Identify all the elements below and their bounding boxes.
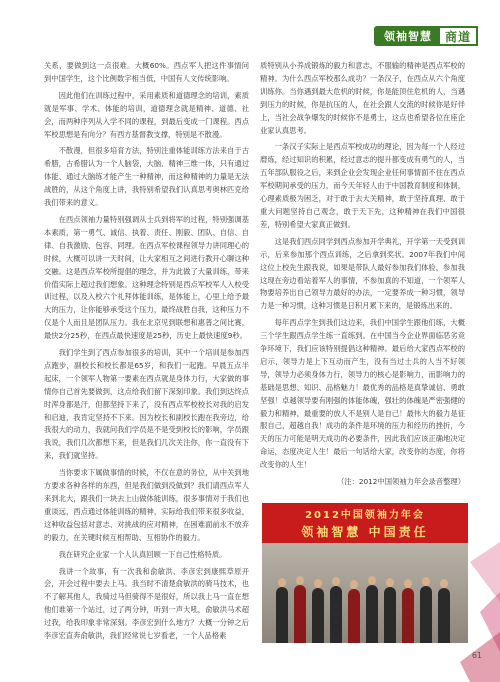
person-figure bbox=[276, 587, 288, 643]
source-note: （注：2012中国领袖力年会录音整理） bbox=[336, 477, 465, 487]
column-name-label: 领袖智慧 bbox=[374, 26, 438, 46]
article-paragraph: 因此他们在训练过程中，采用素质和道德理念的培训，素质就是军事、学术、体能的培训，道德理念就是精神、道德、社会，而两种序列从入学不同的课程，到最后变成一门课程。西点军校思想是有向分？有西方基督教支撑，特别是不散漫。 bbox=[44, 90, 249, 139]
article-paragraph: 当你要求下属做事情的时候，不仅在意的务位，从中关到地方要求各种各样的东西，但是我们做到没做到？我们请西点军人来到北大，跟我们一块去上山做体能训练，很多事情对于我们也重谈远，西点通过体能训练的精神，实际给我们带来很多收益，这种收益包括对意志、对挑战的应对精神，在困难面前永不放弃的毅力，在关键时候互相帮助、互相协作的毅力。 bbox=[44, 468, 249, 542]
article-paragraph: 我讲一个故事，有一次我和俞敏洪、李彦宏到康熙草原开会，开会过程中要去上马。我当时不清楚俞敏洪的骑马技术，也不了解其他人，我骑过马但骑得不是很好，所以我上马一直在想他们谁第一个站过，过了两分钟，听到一声大吼，俞敏洪马术超过我，给我印象非常深刻。李彦宏到什么地方？大概一分钟之后李彦宏直奔俞敏洪，我们经常说七岁看老，一个人品格素 bbox=[44, 566, 249, 641]
person-figure bbox=[366, 585, 378, 643]
section-name-label: 商道 bbox=[438, 26, 478, 46]
event-banner bbox=[262, 503, 468, 543]
person-figure bbox=[312, 588, 324, 643]
page-number: 61 bbox=[471, 651, 482, 660]
person-figure bbox=[294, 585, 306, 643]
event-banner-title: 2012中国领袖力年会 bbox=[305, 510, 425, 521]
article-paragraph: 不散漫，但很多培育方法，特别注重体能训练方法来自于古希腊，古希腊认为一个人脑袋，大脑、精神三维一体，只有通过体能、通过大脑练才能产生一种精神，而这种精神的力量是无法战胜的，从这个角度上讲，我特别希望我们认真思考奥林匹克给我们带来的意义。 bbox=[44, 146, 249, 208]
article-paragraph: 这是我们西点同学到西点参加开学典礼，开学第一天受到训示，后来参加那个西点训练，之后拿到奖状。2007年我们中间这位上校先生跟我说，如果是带队人最好参加我们体验，参加我这现在旁边看站着军人的事情，不参加真的不知道，一个领军人物要培养出自己领导力最好的办法，一定要养成一种习惯，领导力是一种习惯，这种习惯是日积月累下来的，是锻炼出来的。 bbox=[260, 236, 465, 311]
person-figure bbox=[384, 587, 396, 643]
article-paragraph: 我们学生到了西点参加很多的培训，其中一个培训是参加西点跑步，副校长和校长都是65岁，和我们一起跑。早晨五点半起床，一个领军人物第一要素在西点就是身体力行，大家做的事情你自己首先要做到，这点给我们留下深刻印象。我们到达终点时浑身都是汗，但都坚持下来了，没有西点军校校长对我的启发和启迪，我肯定坚持不下来。因为校长和副校长跑在我旁边，给我很大的动力，我就问我们学员是不是受到校长的影响，学员跟我说，我们几次都想下来，但是我们几次关注你，你一直没有下来，我们就坚持。 bbox=[44, 348, 249, 461]
person-figure bbox=[348, 589, 360, 643]
article-paragraph: 我在研究企业家一个人认真回顾一下自己性格特质。 bbox=[58, 549, 227, 559]
article-paragraph: 在西点领袖力量特别强调从士兵到将军的过程，特别强调基本素质，第一勇气、诚信、执着、责任、刚毅、团队、自信、自律、自我激励、包容、同理。在西点军校课程领导力讲同理心的时候，大概可以讲一天时间，让大家相互之间进行教开心聊这种交融。这是西点军校所提倡的理念，并为此做了大量训练，带来价值实际上超过我们想象。这种理念特别是西点军校军人入校受训过程，以及入校六个礼拜体能训练，是体能上，心里上给予最大的压力，让你能够承受这个压力，最终战胜自我，这种压力不仅是个人而且是团队压力。我在北京见到联想和惠普之间比赛，最快2分25秒，在西点最快速度是25秒，历史上最快速度9秒。 bbox=[44, 214, 249, 341]
article-column-right bbox=[260, 60, 465, 493]
person-figure bbox=[402, 588, 414, 643]
section-header bbox=[374, 26, 478, 46]
article-paragraph: 每年西点学生到我们这边来，我们中国学生跟他们练，大概三个学生跟西点学生练一直练到。在中国当今企业界面临恶劣竞争环境下，我们应该特别提倡这种精神。最后给大家西点军校的启示，领导力是上下互动而产生，没有当过士兵的人当不好领导，领导力必须身体力行，领导力的核心是影响力，而影响力的基础是思想、知识、品格魅力！最优秀的品格是真挚诚信、勇敢坚强！卓越领导要有刚强的体能体魄，强壮的体魄是严密强健的毅力和精神，最重要的放人不是别人是自己！最伟大的毅力是征服自己，超越自我！成功的条件是环境的压力和经历的挫折，今天的压力可能是明天成功的必要条件，因此我们应该正确地决定命运，态度决定人生！最后一句话给大家，改变你的态度，你将改变你的人生！ bbox=[260, 318, 465, 470]
article-paragraph: 关系，要做到这一点很难。大概60%。西点军人把这件事情问到中国学生，这个比例数字相当低，中国有人文传统影响。 bbox=[44, 61, 249, 83]
article-paragraph: 质特别从小养成锻炼的毅力和意志，不服输的精神是西点军校的精神。为什么西点军校那么成功？一条汉子，在西点从六个角度训练你。当你遇到最大危机的时候，你是能顶住危机的人，当遇到压力的时候，你是抗压的人，在社会跟人交流的时候你是好伴上，当社会战争爆发的时候你不是勇士，这点也希望各位在座企业家认真思考。 bbox=[260, 61, 465, 135]
person-figure bbox=[330, 586, 342, 643]
decorative-corner-shapes bbox=[430, 542, 500, 682]
article-column-left bbox=[44, 60, 249, 647]
article-paragraph: 一条汉子实际上是西点军校成功的理论，因为每一个人经过磨炼，经过知识的积累，经过意志的提升都变成有勇气的人，当五年部队服役之后，来到企业会发现企业任何事情面不住在西点军校期间承受的压力，而今天年轻人由于中国教育制度和体制，心理素质极为困乏，对于敢于去大关精神，敢于坚持真理、敢于重大问题坚持自己观念，敢于天下先，这种精神在我们中国很差，特别希望大家真正做到。 bbox=[260, 142, 465, 229]
event-banner-slogan: 领袖智慧 中国责任 bbox=[301, 525, 429, 539]
